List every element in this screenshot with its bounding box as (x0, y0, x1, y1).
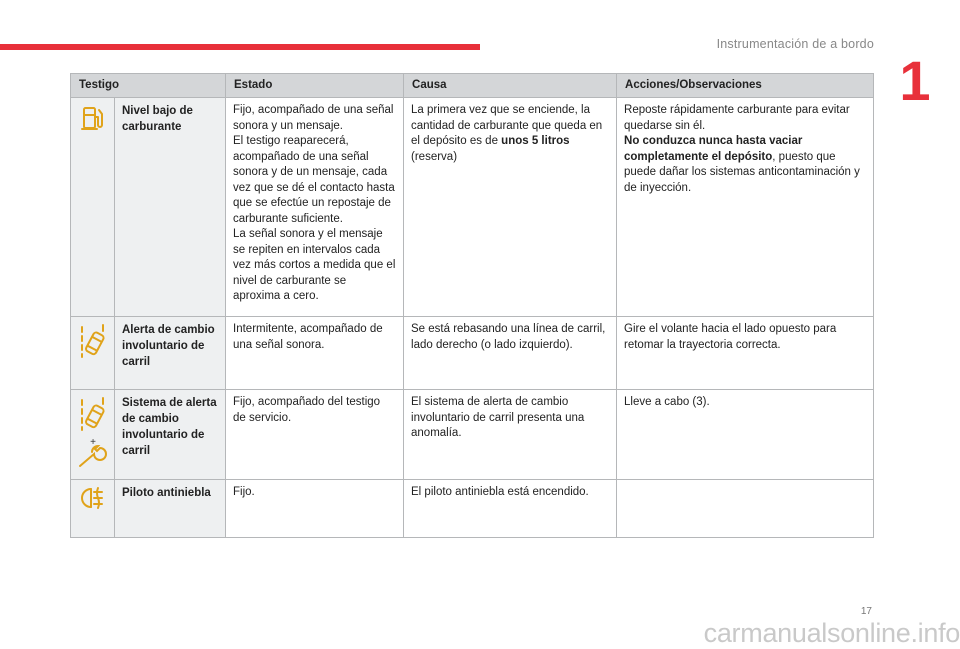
causa-cell (404, 98, 617, 317)
header-accent-bar (0, 44, 480, 50)
page-number: 17 (860, 606, 872, 617)
estado-cell: Fijo. (226, 480, 404, 538)
icon-cell (71, 98, 115, 317)
estado-cell: Fijo, acompañado del testigo de servicio. (226, 390, 404, 480)
estado-text: El testigo reaparecerá, acompañado de una señal sonora y de un mensaje, cada vez que se dé el contacto hasta que se efectúe un repostaje de carburante suficiente. (233, 135, 395, 225)
causa-cell: Se está rebasando una línea de carril, lado derecho (o lado izquierdo). (404, 317, 617, 390)
section-title: Instrumentación de a bordo (716, 37, 874, 51)
rear-fog-light-icon (79, 486, 107, 510)
warning-name: Alerta de cambio involuntario de carril (115, 317, 226, 390)
table-row (71, 480, 874, 538)
warning-lights-table (70, 73, 874, 538)
acciones-cell (617, 480, 874, 538)
causa-cell: El piloto antiniebla está encendido. (404, 480, 617, 538)
acciones-cell: Gire el volante hacia el lado opuesto para retomar la trayectoria correcta. (617, 317, 874, 390)
causa-text: La primera vez que se enciende, la cantidad de carburante que queda en el depósito es de (411, 104, 603, 147)
fuel-pump-icon (81, 104, 105, 132)
table-row (71, 317, 874, 390)
estado-cell: Intermitente, acompañado de una señal sonora. (226, 317, 404, 390)
warning-name: Sistema de alerta de cambio involuntario de carril (115, 390, 226, 480)
column-header-causa: Causa (404, 74, 617, 98)
acciones-cell: Lleve a cabo (3). (617, 390, 874, 480)
estado-cell (226, 98, 404, 317)
acciones-text: Reposte rápidamente carburante para evitar quedarse sin él. (624, 104, 850, 132)
table-row (71, 390, 874, 480)
estado-text: Fijo, acompañado de una señal sonora y un mensaje. (233, 104, 394, 132)
acciones-cell (617, 98, 874, 317)
causa-cell: El sistema de alerta de cambio involuntario de carril presenta una anomalía. (404, 390, 617, 480)
acciones-text: , puesto que puede dañar los sistemas anticontaminación y de inyección. (624, 150, 860, 194)
lane-departure-icon (78, 323, 108, 359)
icon-cell (71, 317, 115, 390)
plus-sign: + (89, 437, 96, 448)
estado-text: La señal sonora y el mensaje se repiten en intervalos cada vez más cortos a medida que el nivel de carburante se aproxima a cero. (233, 228, 396, 302)
column-header-acciones: Acciones/Observaciones (617, 74, 874, 98)
table-row (71, 98, 874, 317)
table-header-row (71, 74, 874, 98)
causa-text: (reserva) (411, 150, 458, 163)
icon-cell (71, 390, 115, 480)
column-header-testigo: Testigo (71, 74, 226, 98)
lane-departure-service-icon (76, 396, 110, 470)
column-header-estado: Estado (226, 74, 404, 98)
chapter-number: 1 (899, 49, 931, 112)
watermark: carmanualsonline.info (703, 618, 960, 648)
causa-emphasis: unos 5 litros (501, 135, 570, 147)
acciones-emphasis: No conduzca nunca hasta vaciar completamente el depósito (624, 135, 803, 163)
warning-name: Nivel bajo de carburante (115, 98, 226, 317)
icon-cell (71, 480, 115, 538)
warning-name: Piloto antiniebla (115, 480, 226, 538)
